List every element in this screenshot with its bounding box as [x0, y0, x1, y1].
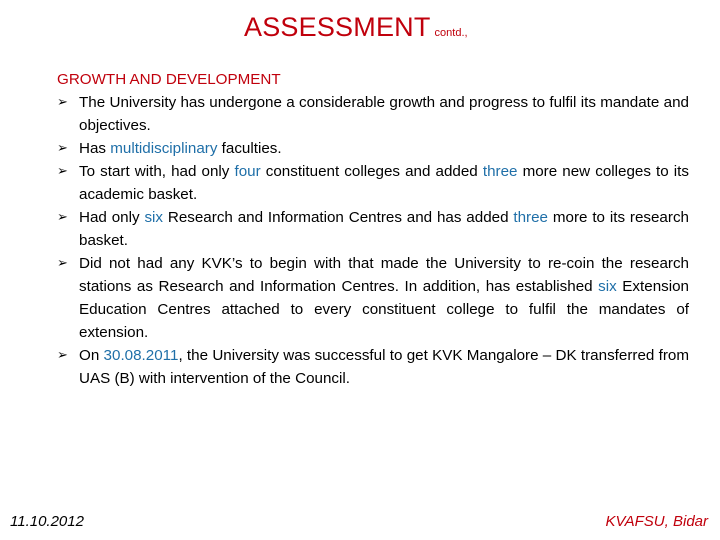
- bullet-text: constituent colleges and added: [260, 163, 483, 180]
- bullet-text: To start with, had only: [79, 163, 235, 180]
- list-item: [57, 160, 689, 206]
- list-item: [57, 91, 689, 137]
- arrow-bullet-icon: ➢: [57, 256, 68, 271]
- arrow-bullet-icon: ➢: [57, 95, 68, 110]
- bullet-text: On: [79, 347, 104, 364]
- bullet-text: more new colleges to its academic basket.: [79, 163, 689, 203]
- bullet-text: The University has undergone a considerable growth and progress to fulfil its mandate and objectives.: [79, 94, 689, 134]
- highlight-text: six: [598, 278, 617, 295]
- highlight-text: multidisciplinary: [110, 140, 218, 157]
- bullet-text: Has: [79, 140, 111, 157]
- bullet-text: Research and Information Centres and has added: [163, 209, 514, 226]
- arrow-bullet-icon: ➢: [57, 164, 68, 179]
- section-heading: GROWTH AND DEVELOPMENT: [57, 71, 281, 88]
- footer-date: 11.10.2012: [10, 513, 84, 530]
- title-contd: contd.,: [434, 27, 468, 39]
- arrow-bullet-icon: ➢: [57, 210, 68, 225]
- slide-content: [57, 68, 689, 390]
- arrow-bullet-icon: ➢: [57, 141, 68, 156]
- bullet-text: more to its research basket.: [79, 209, 689, 249]
- footer-organization: KVAFSU, Bidar: [605, 513, 708, 530]
- highlight-text: six: [144, 209, 163, 226]
- bullet-list: [57, 91, 689, 390]
- title-main: ASSESSMENT: [244, 12, 431, 42]
- arrow-bullet-icon: ➢: [57, 348, 68, 363]
- bullet-text: Did not had any KVK’s to begin with that made the University to re-coin the research stations as Research and Information Centres. In addition, has established: [79, 255, 689, 295]
- list-item: [57, 206, 689, 252]
- highlight-text: three: [482, 163, 518, 180]
- list-item: [57, 344, 689, 390]
- list-item: [57, 252, 689, 344]
- highlight-text: four: [234, 163, 261, 180]
- highlight-text: three: [513, 209, 549, 226]
- bullet-text: Extension Education Centres attached to every constituent college to fulfil the mandates of extension.: [79, 278, 689, 341]
- list-item: [57, 137, 689, 160]
- slide-title: [244, 14, 468, 41]
- highlight-text: 30.08.2011: [103, 347, 179, 364]
- bullet-text: , the University was successful to get KVK Mangalore – DK transferred from UAS (B) with intervention of the Council.: [79, 347, 689, 387]
- bullet-text: Had only: [79, 209, 145, 226]
- bullet-text: faculties.: [217, 140, 282, 157]
